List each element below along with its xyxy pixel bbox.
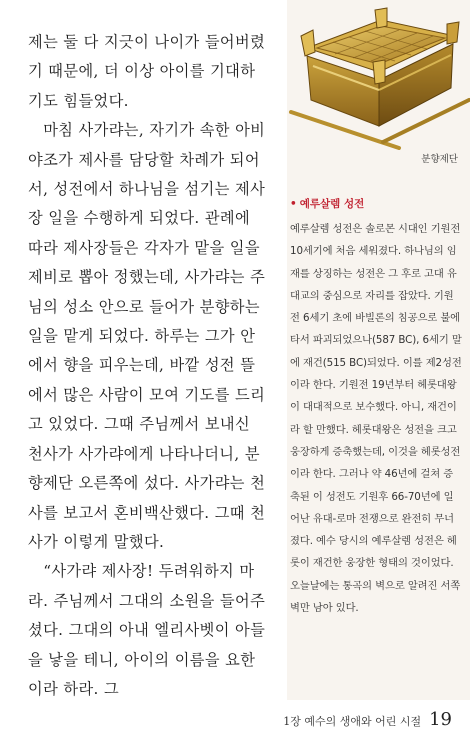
incense-altar-illustration (287, 0, 470, 150)
sidebar-body: 예루살렘 성전은 솔로몬 시대인 기원전 10세기에 처음 세워졌다. 하나님의 임재를 상징하는 성전은 그 후로 고대 유대교의 중심으로 자리를 잡았다. 기원전 6세기 초에 바빌론의 침공으로 불에 타서 파괴되었으나(587 BC), 6세기 말에 재건(515 BC)되었다. 이를 제2성전이라 한다. 기원전 19년부터 헤롯대왕이 대대적으로 보수했다. 아니, 재건이라 할 만했다. 헤롯대왕은 성전을 크고 웅장하게 증축했는데, 이것을 헤롯성전이라 한다. 그러나 약 46년에 걸쳐 증축된 이 성전도 기원후 66-70년에 일어난 유대-로마 전쟁으로 완전히 무너졌다. 예수 당시의 예루살렘 성전은 헤롯이 재건한 웅장한 형태의 것이었다. 오늘날에는 통곡의 벽으로 알려진 서쪽 벽만 남아 있다. (290, 223, 462, 615)
page-number: 19 (429, 709, 452, 730)
sidebar-heading-text: 예루살렘 성전 (299, 198, 365, 210)
paragraph-2: 마침 사가랴는, 자기가 속한 아비야조가 제사를 담당할 차례가 되어서, 성전에서 하나님을 섬기는 제사장 일을 수행하게 되었다. 관례에 따라 제사장들은 각자가 맡을 일을 제비로 뽑아 정했는데, 사가랴는 주님의 성소 안으로 들어가 분향하는 일을 맡게 되었다. 하루는 그가 안에서 향을 피우는데, 바깥 성전 뜰에서 많은 사람이 모여 기도를 드리고 있었다. 그때 주님께서 보내신 천사가 사가랴에게 나타나더니, 분향제단 오른쪽에 섰다. 사가랴는 천사를 보고서 혼비백산했다. 그때 천사가 이렇게 말했다. (28, 121, 266, 551)
paragraph-1: 제는 둘 다 지긋이 나이가 들어버렸기 때문에, 더 이상 아이를 기대하기도 힘들었다. (28, 33, 266, 110)
main-text (28, 28, 270, 704)
altar-icon (287, 0, 470, 150)
page-footer (283, 709, 452, 733)
chapter-title: 1장 예수의 생애와 어린 시절 (283, 715, 422, 728)
paragraph-3: “사가랴 제사장! 두려워하지 마라. 주님께서 그대의 소원을 들어주셨다. 그대의 아내 엘리사벳이 아들을 낳을 테니, 아이의 이름을 요한이라 하라. 그 (28, 562, 266, 698)
bullet-icon: • (290, 198, 297, 210)
sidebar-heading (290, 196, 460, 211)
image-caption: 분향제단 (421, 154, 458, 165)
